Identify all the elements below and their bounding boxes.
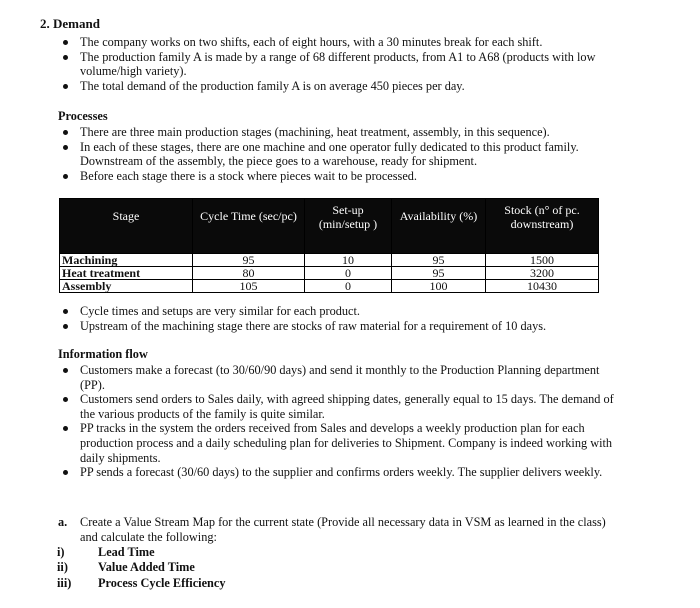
subquestion-i xyxy=(57,545,357,560)
subquestion-ii xyxy=(57,560,357,575)
list-item: Before each stage there is a stock where pieces wait to be processed. xyxy=(58,169,618,184)
question-a xyxy=(58,515,618,544)
column-header: Set-up (min/setup ) xyxy=(305,199,392,254)
question-text: Create a Value Stream Map for the current state (Provide all necessary data in VSM as learned in the class) and calculate the following: xyxy=(80,515,606,544)
subquestion-iii xyxy=(57,576,357,591)
list-item: The production family A is made by a range of 68 different products, from A1 to A68 (products with low volume/high variety). xyxy=(58,50,618,79)
table-cell: Heat treatment xyxy=(60,267,193,280)
column-header: Stage xyxy=(60,199,193,254)
subquestion-number: iii) xyxy=(57,576,72,590)
table-cell: 95 xyxy=(392,267,486,280)
table-cell: 10 xyxy=(305,254,392,267)
list-item: Upstream of the machining stage there are stocks of raw material for a requirement of 10 days. xyxy=(58,319,618,334)
table-notes-list xyxy=(58,304,618,333)
subquestion-number: i) xyxy=(57,545,65,559)
section-heading: 2. Demand xyxy=(40,16,100,31)
table-cell: 1500 xyxy=(486,254,599,267)
table-row xyxy=(60,254,599,267)
table-cell: 95 xyxy=(392,254,486,267)
subquestion-text: Value Added Time xyxy=(98,560,195,574)
table-header-row xyxy=(60,199,599,254)
table-cell: 95 xyxy=(193,254,305,267)
table-row xyxy=(60,280,599,293)
list-item: The total demand of the production family A is on average 450 pieces per day. xyxy=(58,79,618,94)
table-row xyxy=(60,267,599,280)
table-cell: Machining xyxy=(60,254,193,267)
list-item: PP tracks in the system the orders received from Sales and develops a weekly production plan for each production process and a daily scheduling plan for deliveries to Shipment. Company is indeed working with daily shipments. xyxy=(58,421,618,465)
subquestion-text: Process Cycle Efficiency xyxy=(98,576,226,590)
subquestion-number: ii) xyxy=(57,560,68,574)
list-item: There are three main production stages (machining, heat treatment, assembly, in this sequence). xyxy=(58,125,618,140)
question-marker: a. xyxy=(58,515,68,529)
list-item: Cycle times and setups are very similar for each product. xyxy=(58,304,618,319)
information-flow-heading: Information flow xyxy=(58,347,148,361)
subquestion-text: Lead Time xyxy=(98,545,155,559)
table-cell: 105 xyxy=(193,280,305,293)
processes-list xyxy=(58,125,618,183)
table-cell: 10430 xyxy=(486,280,599,293)
list-item: In each of these stages, there are one machine and one operator fully dedicated to this product family. Downstream of the assembly, the piece goes to a warehouse, ready for shipment. xyxy=(58,140,618,169)
demand-list xyxy=(58,35,618,93)
list-item: PP sends a forecast (30/60 days) to the supplier and confirms orders weekly. The supplier delivers weekly. xyxy=(58,465,618,480)
information-flow-list xyxy=(58,363,618,480)
stage-data-table xyxy=(59,198,599,293)
table-cell: 3200 xyxy=(486,267,599,280)
table-cell: 0 xyxy=(305,280,392,293)
processes-heading: Processes xyxy=(58,109,108,123)
list-item: Customers make a forecast (to 30/60/90 days) and send it monthly to the Production Planning department (PP). xyxy=(58,363,618,392)
table-cell: 0 xyxy=(305,267,392,280)
list-item: Customers send orders to Sales daily, with agreed shipping dates, generally equal to 15 days. The demand of the various products of the family is quite similar. xyxy=(58,392,618,421)
column-header: Cycle Time (sec/pc) xyxy=(193,199,305,254)
table-cell: 80 xyxy=(193,267,305,280)
list-item: The company works on two shifts, each of eight hours, with a 30 minutes break for each shift. xyxy=(58,35,618,50)
table-cell: Assembly xyxy=(60,280,193,293)
column-header: Availability (%) xyxy=(392,199,486,254)
table-cell: 100 xyxy=(392,280,486,293)
column-header: Stock (n° of pc. downstream) xyxy=(486,199,599,254)
